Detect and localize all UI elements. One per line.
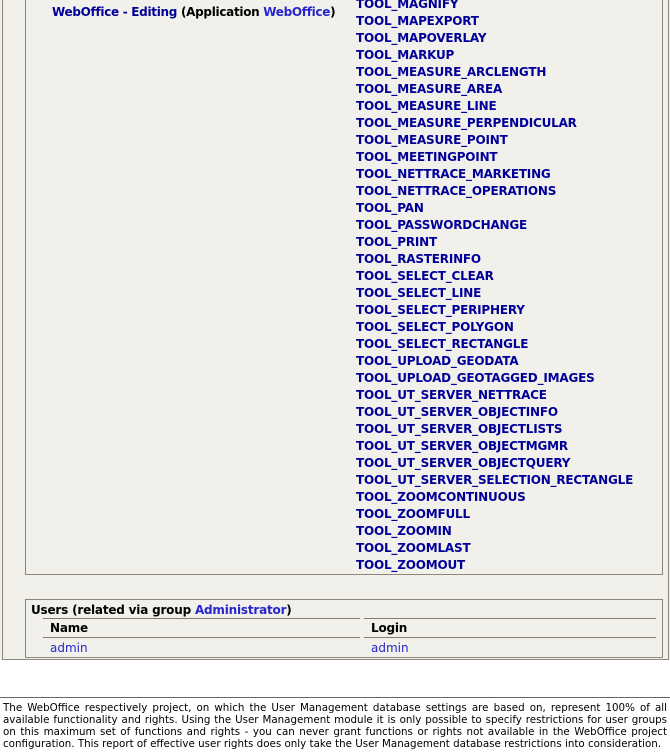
users-table-header-row bbox=[43, 618, 656, 638]
tool-item[interactable]: TOOL_MARKUP bbox=[356, 48, 455, 62]
tool-item[interactable]: TOOL_UT_SERVER_NETTRACE bbox=[356, 388, 547, 402]
tool-list bbox=[356, 0, 633, 574]
tool-item[interactable]: TOOL_ZOOMCONTINUOUS bbox=[356, 490, 526, 504]
tool-item[interactable]: TOOL_MAGNIFY bbox=[356, 0, 459, 11]
footer-note bbox=[0, 697, 670, 750]
users-table-row bbox=[43, 638, 656, 657]
content-frame bbox=[2, 0, 669, 660]
tool-item[interactable]: TOOL_PAN bbox=[356, 201, 424, 215]
user-login-cell bbox=[364, 638, 656, 657]
tool-item[interactable]: TOOL_MEASURE_PERPENDICULAR bbox=[356, 116, 577, 130]
tool-item[interactable]: TOOL_ZOOMFULL bbox=[356, 507, 470, 521]
tool-item[interactable]: TOOL_ZOOMIN bbox=[356, 524, 452, 538]
tool-item[interactable]: TOOL_RASTERINFO bbox=[356, 252, 481, 266]
application-link[interactable]: WebOffice bbox=[263, 5, 331, 19]
tool-item[interactable]: TOOL_PRINT bbox=[356, 235, 437, 249]
footer-note-text: The WebOffice respectively project, on which the User Management database settings are based on, represent 100% of all available functionality and rights. Using the User Management module it is only possible to specify restrictions for user groups on this maximum set of functions and rights - you can never grant functions or rights not available in the WebOffice project configuration. This report of effective user rights does only take the User Management database restrictions into consideration. bbox=[3, 702, 667, 750]
tool-item[interactable]: TOOL_PASSWORDCHANGE bbox=[356, 218, 528, 232]
tool-item[interactable]: TOOL_SELECT_CLEAR bbox=[356, 269, 494, 283]
tool-item[interactable]: TOOL_SELECT_LINE bbox=[356, 286, 482, 300]
application-rights-panel bbox=[25, 0, 663, 575]
users-heading-suffix: ) bbox=[286, 603, 292, 617]
tool-item[interactable]: TOOL_ZOOMOUT bbox=[356, 558, 466, 572]
users-table-header-login: Login bbox=[364, 618, 656, 638]
user-name-cell bbox=[43, 638, 360, 657]
application-label-prefix: (Application bbox=[177, 5, 264, 19]
user-login-link[interactable]: admin bbox=[371, 641, 409, 655]
users-table-header-name: Name bbox=[43, 618, 360, 638]
tool-item[interactable]: TOOL_MEETINGPOINT bbox=[356, 150, 498, 164]
tool-item[interactable]: TOOL_MEASURE_ARCLENGTH bbox=[356, 65, 547, 79]
application-heading bbox=[52, 5, 335, 20]
application-title-link[interactable]: WebOffice - Editing bbox=[52, 5, 178, 19]
tool-item[interactable]: TOOL_MEASURE_LINE bbox=[356, 99, 497, 113]
tool-item[interactable]: TOOL_MEASURE_POINT bbox=[356, 133, 508, 147]
tool-item[interactable]: TOOL_SELECT_POLYGON bbox=[356, 320, 514, 334]
application-label-suffix: ) bbox=[330, 5, 336, 19]
tool-item[interactable]: TOOL_ZOOMLAST bbox=[356, 541, 471, 555]
administrator-group-link[interactable]: Administrator bbox=[194, 603, 287, 617]
tool-item[interactable]: TOOL_UT_SERVER_SELECTION_RECTANGLE bbox=[356, 473, 634, 487]
tool-item[interactable]: TOOL_NETTRACE_MARKETING bbox=[356, 167, 551, 181]
tool-item[interactable]: TOOL_UT_SERVER_OBJECTLISTS bbox=[356, 422, 563, 436]
tool-item[interactable]: TOOL_MAPEXPORT bbox=[356, 14, 479, 28]
tool-item[interactable]: TOOL_UT_SERVER_OBJECTMGMR bbox=[356, 439, 568, 453]
tool-item[interactable]: TOOL_UPLOAD_GEODATA bbox=[356, 354, 519, 368]
users-heading bbox=[26, 600, 662, 617]
tool-item[interactable]: TOOL_MAPOVERLAY bbox=[356, 31, 487, 45]
tool-item[interactable]: TOOL_MEASURE_AREA bbox=[356, 82, 503, 96]
tool-item[interactable]: TOOL_UT_SERVER_OBJECTINFO bbox=[356, 405, 558, 419]
user-name-link[interactable]: admin bbox=[50, 641, 88, 655]
users-table-body bbox=[43, 638, 656, 657]
users-heading-prefix: Users (related via group bbox=[31, 603, 195, 617]
tool-item[interactable]: TOOL_SELECT_PERIPHERY bbox=[356, 303, 525, 317]
users-table bbox=[39, 618, 660, 657]
tool-item[interactable]: TOOL_NETTRACE_OPERATIONS bbox=[356, 184, 557, 198]
tool-item[interactable]: TOOL_UPLOAD_GEOTAGGED_IMAGES bbox=[356, 371, 595, 385]
tool-item[interactable]: TOOL_SELECT_RECTANGLE bbox=[356, 337, 529, 351]
tool-item[interactable]: TOOL_UT_SERVER_OBJECTQUERY bbox=[356, 456, 571, 470]
users-panel bbox=[25, 599, 663, 658]
